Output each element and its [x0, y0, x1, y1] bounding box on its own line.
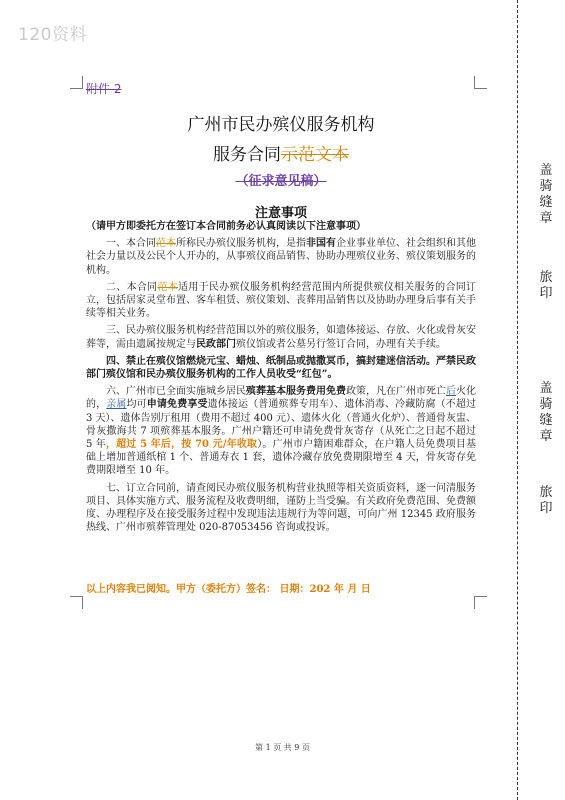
watermark: 120资料	[18, 25, 87, 45]
seal-mark-bottom: 旅印	[539, 485, 553, 516]
title-struck-text: 示范文本	[281, 145, 349, 165]
text-run: 六、广州市已全面实施城乡居民	[106, 386, 246, 398]
acknowledgement-signature-line: 以上内容我已阅知。甲方（委托方）签名： 日期：202 年 月 日	[86, 584, 371, 595]
text-run: 一、本合同	[106, 238, 156, 250]
text-run: 二、本合同	[106, 281, 158, 293]
text-run: 三、民办殡仪服务机构经营范围以外的殡仪服务，如遗体接运、存放、火化或骨灰安葬等，需由遗属按规定与	[86, 325, 476, 350]
text-run: 殡仪馆或者公墓另行签订合同，办理有关手续。	[236, 338, 446, 350]
crop-mark-top-right	[474, 76, 487, 89]
bold-text: 殡葬基本服务费用免费	[246, 386, 346, 398]
text-run: 企业事业单位、社会组织和其他社会力量以及公民个人开办的，从事殡仪商品销售、协助办理殡仪业务、殡仪策划服务的机构。	[86, 238, 476, 276]
draft-label: （征求意见稿）	[235, 174, 327, 189]
text-run: 火化的，	[86, 386, 476, 411]
bold-text: 民政部门	[196, 338, 236, 350]
text-run: 政策，凡在广州市死亡	[346, 386, 446, 398]
text-run: 遗体接运（普通殡葬专用车）、遗体消毒、冷藏防腐（不超过 3 天）、遗体告别厅租用（费用不超过 400 元）、遗体火化（普通火化炉）、普通骨灰盅、骨灰撒海共 7 项殡葬基本服务。广州户籍还可申请免费骨灰寄存（从死亡之日起不超过 5 年	[86, 399, 477, 451]
binding-dashed-line	[517, 0, 518, 800]
revised-text: 亲属	[106, 399, 127, 411]
notice-item-2	[86, 281, 476, 321]
seal-label-bottom: 盖骑缝章	[539, 381, 553, 444]
attachment-label: 附件 2	[86, 82, 122, 96]
crop-mark-bottom-left	[70, 596, 83, 609]
notice-title: 注意事项	[254, 206, 307, 221]
notice-item-3	[86, 324, 476, 350]
notice-body	[86, 220, 476, 538]
notice-item-6	[86, 385, 476, 477]
title-main-text: 服务合同	[213, 145, 281, 165]
page-number: 第 1 页 共 9 页	[255, 743, 310, 752]
struck-text: 范本	[157, 281, 179, 293]
highlighted-text: ，超过 5 年后，按 70 元/年收取	[105, 439, 258, 451]
seal-label-top: 盖骑缝章	[539, 163, 553, 226]
crop-mark-bottom-right	[474, 596, 487, 609]
notice-item-7: 七、订立合同前，请查阅民办殡仪服务机构营业执照等相关资质资料，逐一问清服务项目、具体实施方式、服务流程及收费明细，谨防上当受骗。有关政府免费范围、免费额度、办理程序及在接受服务过程中发现违法违规行为等问题，可向广州 12345 政府服务热线、广州市殡葬管理处 020-87053456 咨询或投诉。	[86, 482, 476, 534]
document-title-line1: 广州市民办殡仪服务机构	[187, 115, 375, 135]
bold-text: 非国有	[306, 238, 336, 250]
notice-item-1	[86, 237, 476, 277]
struck-text: 范本	[156, 238, 176, 250]
text-run: ）。广州市户籍困难群众，在户籍人员免费项目基础上增加普通纸棺 1 个、普通寿衣 1 套，遗体冷藏存放免费期限增至 4 天，骨灰寄存免费期限增至 10 年。	[86, 439, 477, 477]
crop-mark-top-left	[70, 76, 83, 89]
text-run: 所称民办殡仪服务机构，是指	[176, 238, 306, 250]
text-run: 均可	[126, 399, 147, 411]
bold-text: 申请免费享受	[146, 399, 208, 411]
document-title-line2	[86, 140, 476, 165]
seal-mark-top: 旅印	[539, 270, 553, 301]
notice-item-4: 四、禁止在殡仪馆燃烧元宝、蜡烛、纸制品或抛撒冥币，搞封建迷信活动。严禁民政部门殡仪馆和民办殡仪服务机构的工作人员收受“红包”。	[86, 355, 476, 381]
revised-text: 后	[446, 386, 456, 398]
notice-intro: （请甲方即委托方在签订本合同前务必认真阅读以下注意事项）	[86, 221, 366, 232]
text-run: 适用于民办殡仪服务机构经营范围内所提供殡仪相关服务的合同订立，包括居家灵堂布置、客车租赁、殡仪策划、丧葬用品销售以及协助办理身后事有关手续等相关业务。	[86, 281, 477, 320]
